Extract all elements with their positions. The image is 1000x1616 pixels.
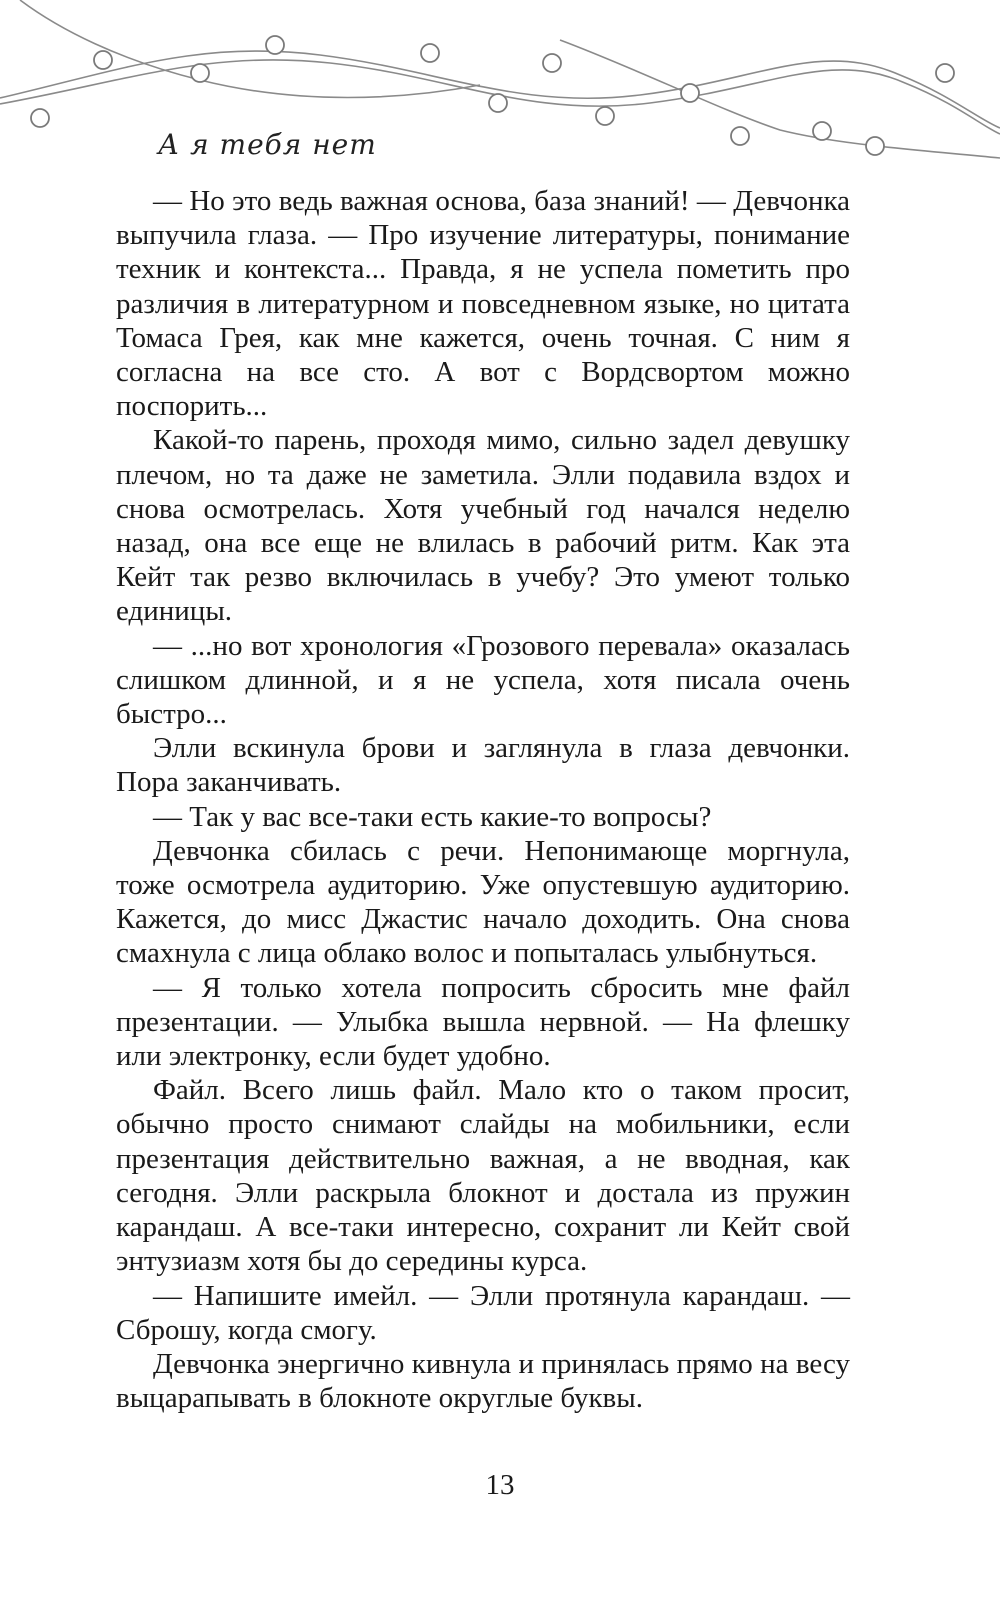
page-number: 13 bbox=[485, 1469, 515, 1501]
paragraph: — Так у вас все-таки есть какие-то вопросы? bbox=[153, 800, 712, 833]
paragraph: Файл. Всего лишь файл. Мало кто о таком просит, обычно просто снимают слайды на мобильники, если презентация действительно важная, а не вводная, как сегодня. Элли раскрыла блокнот и достала из пружин карандаш. А все-таки интересно, сохранит ли Кейт свой энтузиазм хотя бы до середины курса. bbox=[116, 1074, 850, 1278]
page-header bbox=[0, 0, 1000, 190]
running-title: А я тебя нет bbox=[158, 128, 377, 161]
paragraph: — Но это ведь важная основа, база знаний! — Девчонка выпучила глаза. — Про изучение литературы, понимание техник и контекста... Правда, я не успела пометить про различия в литературном и повседневном языке, но цитата Томаса Грея, как мне кажется, очень точная. С ним я согласна на все сто. А вот с Вордсвортом можно поспорить... bbox=[116, 185, 850, 423]
paragraph: — Я только хотела попросить сбросить мне файл презентации. — Улыбка вышла нервной. — На флешку или электронку, если будет удобно. bbox=[116, 971, 850, 1073]
paragraph: Какой-то парень, проходя мимо, сильно задел девушку плечом, но та даже не заметила. Элли подавила вздох и снова осмотрелась. Хотя учебный год начался неделю назад, она все еще не влилась в рабочий ритм. Как эта Кейт так резво включилась в учебу? Это умеют только единицы. bbox=[116, 424, 850, 628]
paragraph: Девчонка энергично кивнула и принялась прямо на весу выцарапывать в блокноте округлые буквы. bbox=[116, 1347, 850, 1415]
text-body bbox=[116, 184, 850, 1415]
paragraph: Девчонка сбилась с речи. Непонимающе моргнула, тоже осмотрела аудиторию. Уже опустевшую аудиторию. Кажется, до мисс Джастис начало доходить. Она снова смахнула с лица облако волос и попыталась улыбнуться. bbox=[116, 834, 850, 970]
paragraph: — ...но вот хронология «Грозового перевала» оказалась слишком длинной, и я не успела, хотя писала очень быстро... bbox=[116, 629, 850, 731]
paragraph: — Напишите имейл. — Элли протянула карандаш. — Сброшу, когда смогу. bbox=[116, 1279, 850, 1346]
paragraph: Элли вскинула брови и заглянула в глаза девчонки. Пора заканчивать. bbox=[116, 732, 850, 799]
garland-ornament bbox=[0, 0, 1000, 190]
